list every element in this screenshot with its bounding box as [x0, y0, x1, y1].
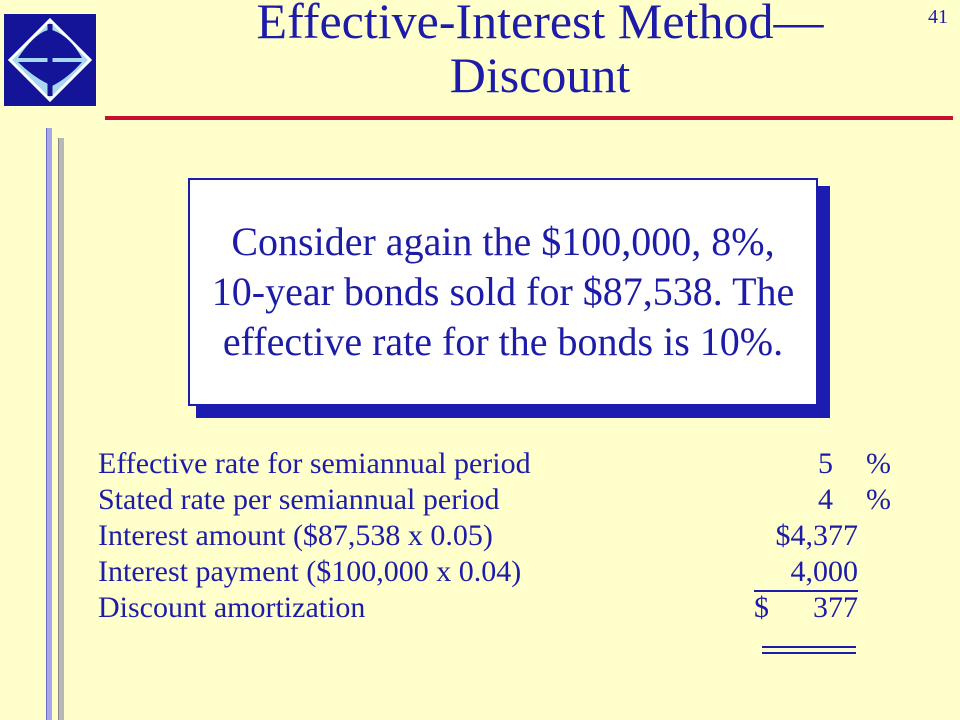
left-accent-bar-shadow	[58, 138, 64, 720]
row-unit: %	[866, 483, 891, 516]
row-label: Effective rate for semiannual period	[98, 447, 531, 480]
calculation-table	[98, 446, 918, 626]
table-row	[98, 446, 918, 482]
left-accent-bar	[46, 128, 52, 720]
row-value: 4	[818, 483, 833, 516]
table-row	[98, 482, 918, 518]
row-unit: %	[866, 447, 891, 480]
callout-text: Consider again the $100,000, 8%, 10-year bonds sold for $87,538. The effective rate for the bonds is 10%.	[211, 219, 795, 364]
row-label: Interest payment ($100,000 x 0.04)	[98, 555, 522, 588]
callout-box	[188, 178, 818, 406]
table-row	[98, 518, 918, 554]
slide-title-line1: Effective-Interest Method—	[256, 0, 824, 49]
row-value: $4,377	[775, 519, 858, 552]
row-currency: $	[754, 591, 769, 624]
row-value: 4,000	[754, 554, 858, 592]
row-value: 377	[813, 591, 858, 624]
table-row	[98, 590, 918, 626]
title-divider	[105, 116, 953, 120]
slide-title	[170, 0, 910, 102]
slide-number: 41	[928, 6, 948, 28]
table-row	[98, 554, 918, 590]
row-label: Discount amortization	[98, 591, 366, 624]
row-label: Stated rate per semiannual period	[98, 483, 500, 516]
row-value: 5	[818, 447, 833, 480]
row-label: Interest amount ($87,538 x 0.05)	[98, 519, 493, 552]
double-underline-bottom	[762, 652, 856, 654]
logo-icon	[4, 14, 96, 106]
double-underline-top	[762, 646, 856, 648]
slide-title-line2: Discount	[449, 47, 631, 103]
